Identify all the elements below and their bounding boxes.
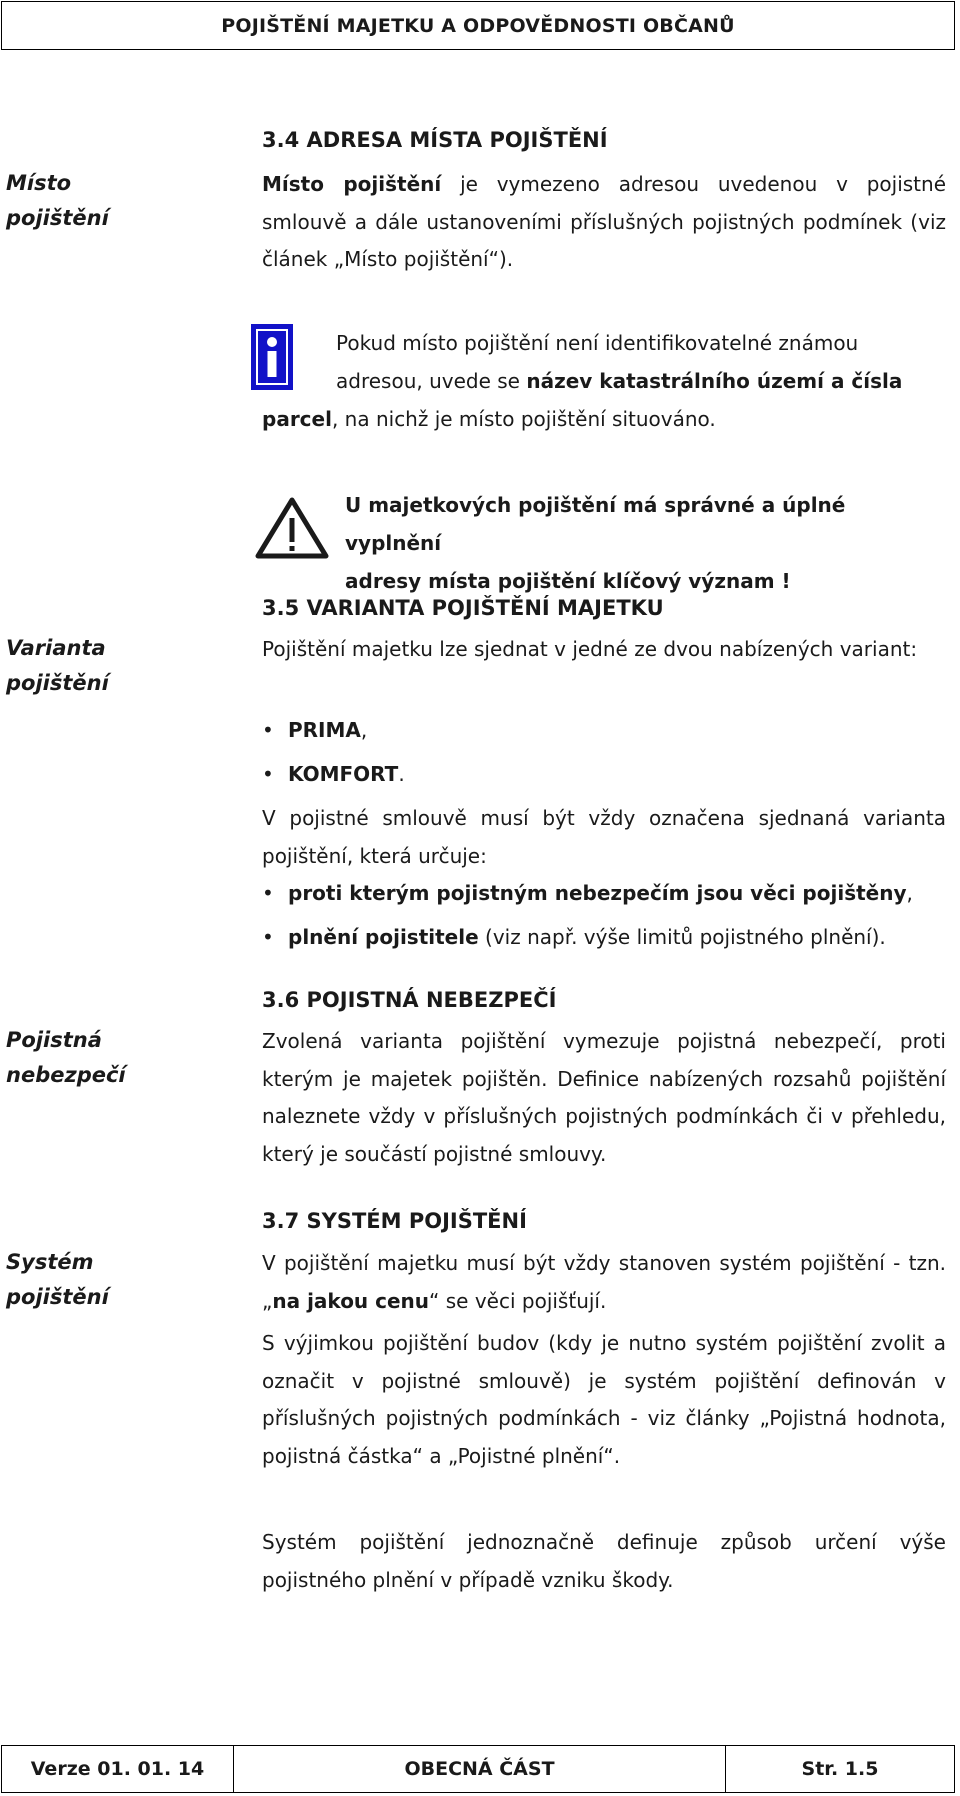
list-item: • KOMFORT. (262, 752, 405, 796)
warning-icon (254, 496, 330, 560)
paragraph-varianta-intro: Pojištění majetku lze sjednat v jedné ze dvou nabízených variant: (262, 637, 918, 661)
paragraph-system-2: S výjimkou pojištění budov (kdy je nutno systém pojištění zvolit a označit v pojistné smlouvě) je systém pojištění definován v příslušných pojistných podmínkách - viz články „Pojistná hodnota, pojistná částka“ a „Pojistné plnění“. (262, 1331, 946, 1468)
side-label-misto: Místo pojištění (6, 171, 109, 230)
heading-3-7: 3.7 SYSTÉM POJIŠTĚNÍ (262, 1209, 527, 1233)
paragraph-misto-pojisteni: Místo pojištění je vymezeno adresou uvedenou v pojistné smlouvě a dále ustanoveními příslušných pojistných podmínek (viz článek „Místo pojištění“). (262, 172, 946, 271)
side-label-nebezpeci: Pojistná nebezpečí (6, 1028, 126, 1087)
paragraph-nebezpeci: Zvolená varianta pojištění vymezuje pojistná nebezpečí, proti kterým je majetek pojištěn. Definice nabízených rozsahů pojištění naleznete vždy v příslušných pojistných podmínkách či v přehledu, který je součástí pojistné smlouvy. (262, 1029, 946, 1166)
warning-note: U majetkových pojištění má správné a úplné vyplnění adresy místa pojištění klíčový význam ! (345, 493, 846, 593)
side-label-system: Systém pojištění (6, 1250, 109, 1309)
list-item: • plnění pojistitele (viz např. výše limitů pojistného plnění). (262, 915, 913, 959)
side-label-varianta: Varianta pojištění (6, 636, 109, 695)
list-item: • PRIMA, (262, 708, 405, 752)
heading-3-4: 3.4 ADRESA MÍSTA POJIŠTĚNÍ (262, 128, 608, 152)
page-footer (1, 1745, 955, 1793)
footer-version: Verze 01. 01. 14 (2, 1746, 234, 1792)
heading-3-6: 3.6 POJISTNÁ NEBEZPEČÍ (262, 988, 557, 1012)
paragraph-varianta-urcuje: V pojistné smlouvě musí být vždy označena sjednaná varianta pojištění, která určuje: (262, 806, 946, 868)
heading-3-5: 3.5 VARIANTA POJIŠTĚNÍ MAJETKU (262, 596, 664, 620)
paragraph-system-3: Systém pojištění jednoznačně definuje způsob určení výše pojistného plnění v případě vzniku škody. (262, 1530, 946, 1592)
header-title: POJIŠTĚNÍ MAJETKU A ODPOVĚDNOSTI OBČANŮ (221, 14, 735, 37)
footer-section: OBECNÁ ČÁST (234, 1746, 726, 1792)
info-note: Pokud místo pojištění není identifikovatelné známou adresou, uvede se název katastrálního území a čísla parcel, na nichž je místo pojištění situováno. (262, 331, 903, 431)
determines-list (262, 871, 913, 959)
variant-list (262, 708, 405, 796)
paragraph-system-1: V pojištění majetku musí být vždy stanoven systém pojištění - tzn. „na jakou cenu“ se věci pojišťují. (262, 1251, 946, 1313)
list-item: • proti kterým pojistným nebezpečím jsou věci pojištěny, (262, 871, 913, 915)
page-header (1, 1, 955, 50)
footer-page-number: Str. 1.5 (801, 1758, 879, 1780)
